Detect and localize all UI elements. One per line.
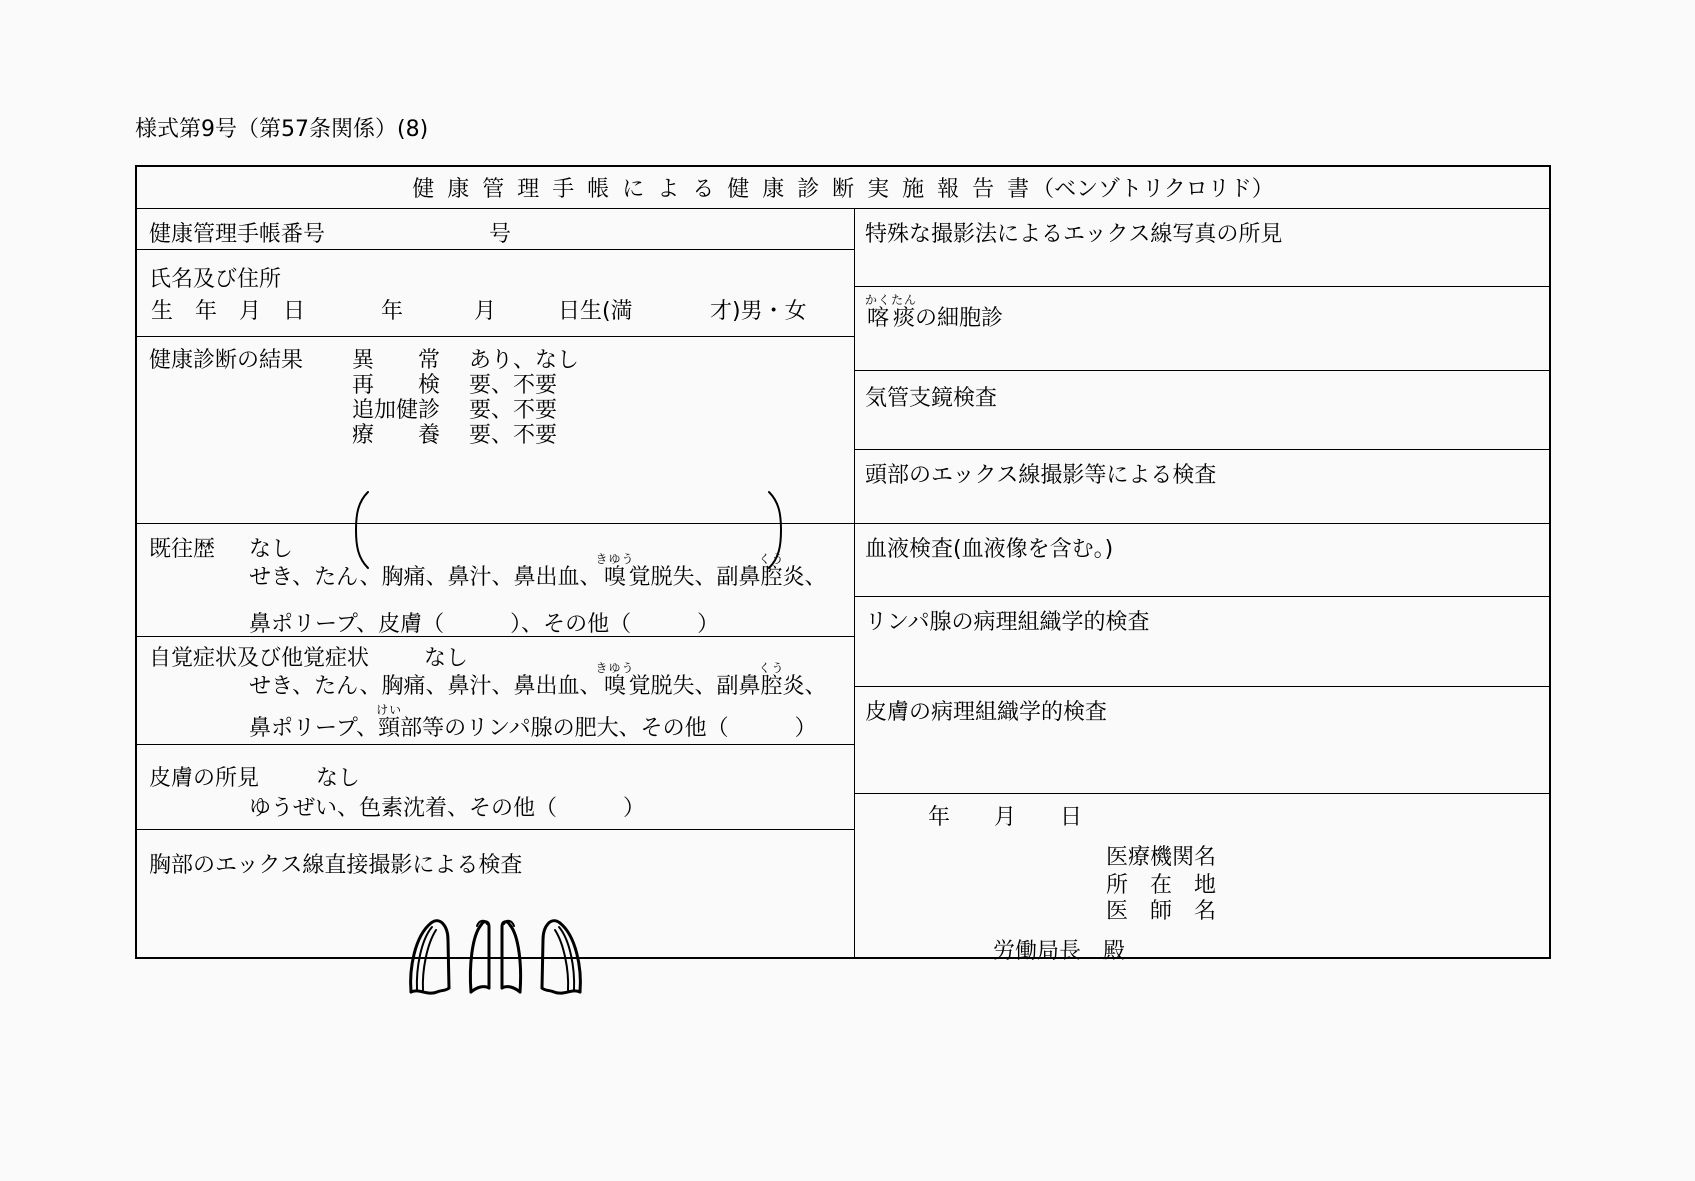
form-title-main: 健 康 管 理 手 帳 に よ る 健 康 診 断 実 施 報 告 書	[412, 177, 1033, 202]
history-line2: 鼻ポリープ、皮膚（ ）、その他（ ）	[249, 612, 720, 637]
signature-doctor-label: 医 師 名	[1106, 899, 1217, 924]
birth-month-label: 月	[474, 299, 497, 324]
chest-xray-label: 胸部のエックス線直接撮影による検査	[149, 853, 523, 878]
exam-result-label: 健康診断の結果	[149, 348, 304, 373]
left-column	[137, 209, 855, 957]
symptoms-label: 自覚症状及び他覚症状	[149, 646, 370, 671]
birth-year-label: 年	[381, 299, 404, 324]
section-name-address	[137, 250, 854, 337]
symptoms-line2: 鼻ポリープ、頸けい部等のリンパ腺の肥大、その他（ ）	[249, 703, 817, 741]
history-none-option: なし	[249, 537, 294, 562]
lungs-diagram	[403, 868, 588, 1048]
exam-result-choices: 要、不要	[469, 423, 558, 448]
signature-address-label: 所 在 地	[1106, 873, 1217, 898]
signature-date: 年 月 日	[928, 805, 1083, 830]
section-sputum	[855, 287, 1549, 371]
handbook-number-label: 健康管理手帳番号	[149, 222, 326, 247]
exam-result-item: 療 養	[352, 423, 441, 448]
right-column	[855, 209, 1549, 964]
symptoms-none-option: なし	[424, 646, 469, 671]
form-code: 様式第9号（第57条関係）(8)	[135, 117, 429, 142]
birth-date-label: 生 年 月 日	[151, 299, 306, 324]
skin-pathology-label: 皮膚の病理組織学的検査	[865, 700, 1108, 725]
name-address-label: 氏名及び住所	[149, 267, 282, 292]
lymph-pathology-label: リンパ腺の病理組織学的検査	[865, 610, 1150, 635]
form-title-paren: （ベンゾトリクロリド）	[1032, 177, 1274, 202]
xray-special-label: 特殊な撮影法によるエックス線写真の所見	[865, 222, 1283, 247]
section-symptoms	[137, 637, 854, 745]
skin-findings-line: ゆうぜい、色素沈着、その他（ ）	[249, 796, 646, 821]
section-chest-xray	[137, 830, 854, 957]
blood-test-label: 血液検査(血液像を含む。)	[865, 537, 1114, 562]
bronchoscopy-label: 気管支鏡検査	[865, 386, 998, 411]
section-xray-special	[855, 209, 1549, 287]
skin-findings-none-option: なし	[316, 766, 361, 791]
form-title	[137, 167, 1549, 209]
signature-recipient-label: 労働局長 殿	[993, 939, 1126, 964]
form-table	[135, 165, 1551, 964]
section-signature	[855, 794, 1549, 964]
birth-age-sex-label: 才)男・女	[710, 299, 807, 324]
section-skin-pathology	[855, 687, 1549, 794]
skin-findings-label: 皮膚の所見	[149, 766, 260, 791]
history-symptom-line: せき、たん、胸痛、鼻汁、鼻出血、嗅きゆう覚脱失、副鼻腔くう炎、	[249, 552, 827, 590]
exam-result-choices: あり、なし	[469, 348, 580, 373]
signature-org-label: 医療機関名	[1106, 845, 1217, 870]
handbook-number-unit: 号	[489, 222, 512, 247]
exam-result-choices: 要、不要	[469, 398, 558, 423]
exam-result-choices: 要、不要	[469, 373, 558, 398]
exam-result-item: 異 常	[352, 348, 441, 373]
section-skin-findings	[137, 745, 854, 830]
section-head-xray	[855, 450, 1549, 524]
section-history	[137, 524, 854, 637]
section-lymph-pathology	[855, 597, 1549, 687]
exam-result-item: 再 検	[352, 373, 441, 398]
symptoms-symptom-line: せき、たん、胸痛、鼻汁、鼻出血、嗅きゆう覚脱失、副鼻腔くう炎、	[249, 661, 827, 699]
section-blood-test	[855, 524, 1549, 597]
history-label: 既往歴	[149, 537, 216, 562]
section-bronchoscopy	[855, 371, 1549, 450]
sputum-label: 喀痰かくたんの細胞診	[865, 293, 1004, 331]
birth-day-label: 日生(満	[558, 299, 633, 324]
head-xray-label: 頭部のエックス線撮影等による検査	[865, 463, 1217, 488]
exam-result-item: 追加健診	[352, 398, 441, 423]
section-handbook-number	[137, 209, 854, 250]
section-exam-result	[137, 337, 854, 524]
